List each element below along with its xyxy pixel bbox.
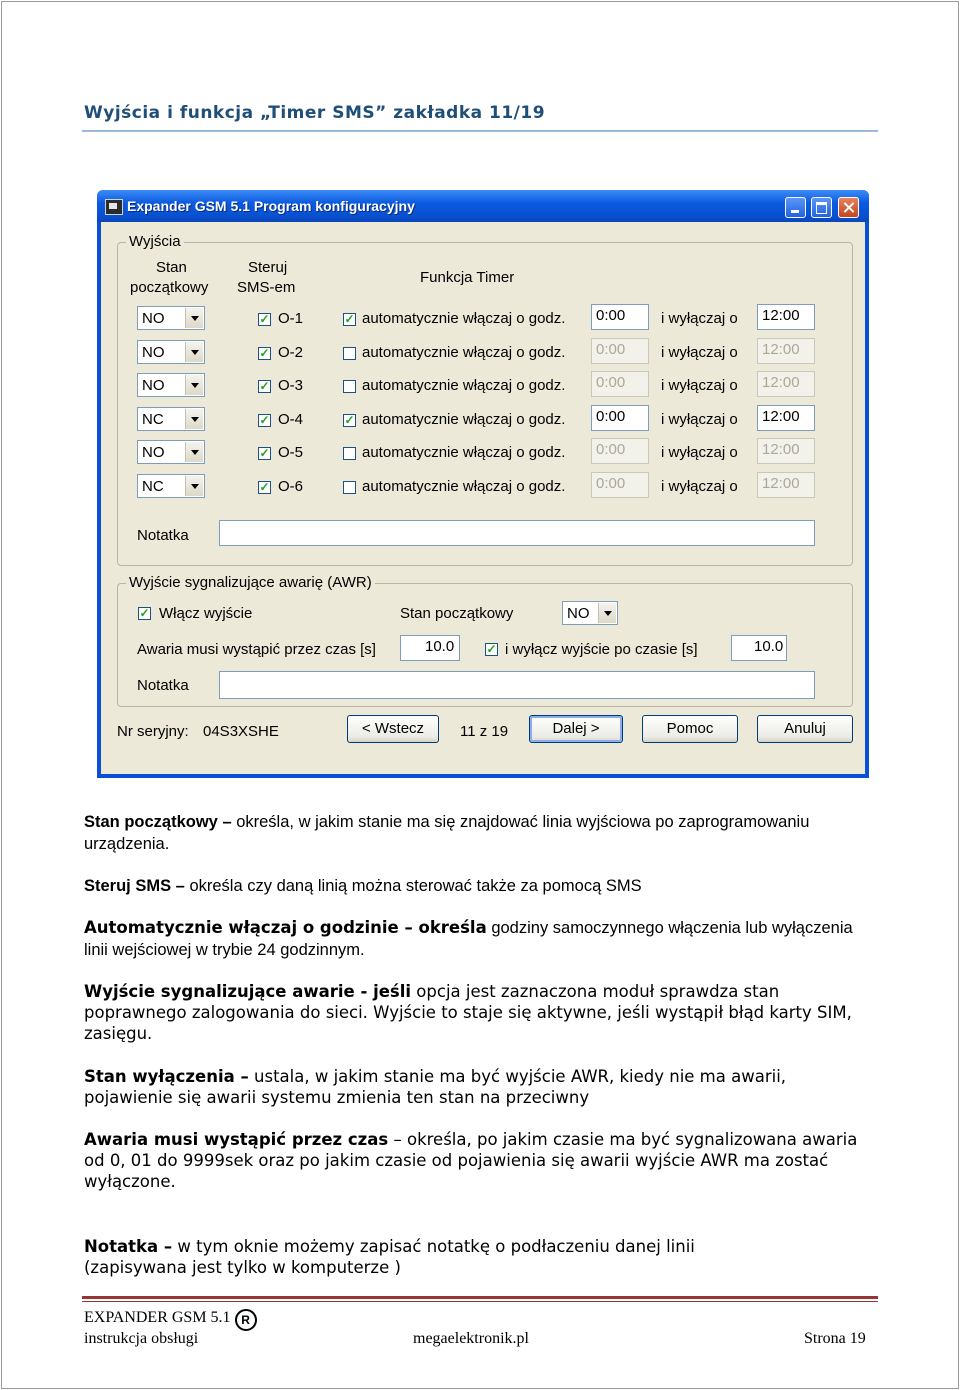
on-time-input[interactable]: 0:00 [591,304,649,330]
p3-text: godziny samoczynnego włączenia lub wyłączenia linii wejściowej w trybie 24 godzinnym. [84,919,853,959]
output-state-value: NO [142,343,165,361]
col-state-line2: początkowy [130,279,209,296]
output-state-dropdown[interactable] [137,407,205,431]
output-state-dropdown[interactable] [137,373,205,397]
p2-term: Steruj SMS – [84,877,185,895]
auto-on-label: automatycznie włączaj o godz. [362,343,566,361]
title-bar[interactable] [97,190,869,222]
off-time-input[interactable]: 12:00 [757,304,815,330]
awr-auto-off-label: i wyłącz wyjście po czasie [s] [505,641,698,658]
auto-on-label: automatycznie włączaj o godz. [362,377,566,394]
config-window [97,190,869,778]
paragraph-initial-state [84,811,874,855]
awr-group-label: Wyjście sygnalizujące awarię (AWR) [126,574,375,591]
col-timer: Funkcja Timer [420,269,515,286]
paragraph-auto-on [84,917,874,961]
registered-mark-icon: R [235,1309,257,1331]
awr-fault-time-input[interactable]: 10.0 [400,635,460,661]
paragraph-fault-time [84,1129,874,1192]
on-time-input[interactable]: 0:00 [591,405,649,431]
off-time-input[interactable]: 12:00 [757,438,815,464]
off-label: i wyłączaj o [661,410,738,428]
off-time-input[interactable]: 12:00 [757,405,815,431]
p3-term: Automatycznie włączaj o godzinie – określa [84,918,487,937]
output-name: O-4 [278,410,304,428]
output-name: O-6 [278,477,304,495]
maximize-button[interactable] [811,197,832,218]
auto-on-checkbox[interactable]: ✓ [344,312,355,326]
page-heading: Wyjścia i funkcja „Timer SMS” zakładka 11/19 [84,103,546,123]
sms-control-checkbox[interactable]: ✓ [259,312,270,326]
chevron-down-icon [185,409,203,429]
footer-rule [82,1296,878,1299]
sms-control-checkbox[interactable]: ✓ [259,412,270,427]
output-name: O-5 [278,444,304,461]
col-sms-line2: SMS-em [237,279,296,296]
close-button[interactable] [838,197,859,218]
auto-on-label: automatycznie włączaj o godz. [362,310,566,327]
paragraph-note [84,1236,874,1278]
p6-term: Awaria musi wystąpić przez czas [84,1130,389,1149]
chevron-down-icon [185,375,203,395]
outputs-note-input[interactable] [219,520,815,546]
next-button[interactable]: Dalej > [529,715,623,743]
p7-text: w tym oknie możemy zapisać notatkę o podłaczeniu danej linii [172,1237,695,1256]
p2-text: określa czy daną linią można sterować także za pomocą SMS [184,877,642,895]
serial-value: 04S3XSHE [203,723,279,740]
output-state-dropdown[interactable] [137,474,205,498]
awr-initial-state-dropdown[interactable] [562,601,618,625]
help-button[interactable]: Pomoc [642,715,738,743]
on-time-input[interactable]: 0:00 [591,472,649,498]
minimize-button[interactable] [785,197,806,218]
chevron-down-icon [185,308,203,328]
sms-control-checkbox[interactable]: ✓ [259,479,270,494]
on-time-input[interactable]: 0:00 [591,371,649,397]
chevron-down-icon [598,603,616,623]
off-time-input[interactable]: 12:00 [757,472,815,498]
footer-page-number: Strona 19 [804,1330,866,1347]
auto-on-label: automatycznie włączaj o godz. [362,410,566,428]
off-label: i wyłączaj o [661,444,738,461]
dialog-client [101,222,865,774]
footer-left: instrukcja obsługi [84,1330,199,1347]
auto-on-checkbox[interactable] [343,481,356,494]
auto-on-checkbox[interactable]: ✓ [344,412,355,427]
serial-label: Nr seryjny: [117,723,189,740]
auto-on-label: automatycznie włączaj o godz. [362,444,566,461]
off-time-input[interactable]: 12:00 [757,371,815,397]
awr-enable-label: Włącz wyjście [159,605,253,622]
p1-text: określa, w jakim stanie ma się znajdować linia wyjściowa po zaprogramowaniu urządzenia. [84,813,810,853]
p7-term: Notatka – [84,1237,173,1256]
output-state-value: NC [142,477,164,495]
output-state-value: NC [142,410,164,428]
footer-product [84,1309,257,1331]
awr-fault-time-label: Awaria musi wystąpić przez czas [s] [137,641,376,658]
auto-on-checkbox[interactable] [343,347,356,360]
sms-control-checkbox[interactable]: ✓ [259,345,270,360]
window-title: Expander GSM 5.1 Program konfiguracyjny [127,198,415,214]
off-label: i wyłączaj o [661,477,738,495]
p6-text: – określa, po jakim czasie ma być sygnalizowana awaria od 0, 01 do 9999sek oraz po jakim czasie od pojawienia się awarii wyjście AWR ma zostać wyłączone. [84,1130,858,1191]
heading-rule [82,130,878,132]
output-name: O-2 [278,343,304,361]
page-counter: 11 z 19 [460,723,509,740]
sms-control-checkbox[interactable]: ✓ [259,379,270,393]
p4-term: Wyjście sygnalizujące awarie - jeśli [84,982,412,1001]
awr-initial-state-label: Stan początkowy [400,605,514,622]
output-state-dropdown[interactable] [137,440,205,464]
app-icon [105,199,123,215]
p5-term: Stan wyłączenia – [84,1067,249,1086]
footer-rule-thin [82,1301,878,1302]
awr-note-input[interactable] [219,671,815,699]
off-label: i wyłączaj o [661,377,738,394]
paragraph-off-state [84,1066,874,1108]
off-label: i wyłączaj o [661,343,738,361]
chevron-down-icon [185,342,203,362]
p4-text: opcja jest zaznaczona moduł sprawdza stan poprawnego zalogowania do sieci. Wyjście to staje się aktywne, jeśli wystąpił błąd karty SIM, zasięgu. [84,982,852,1043]
on-time-input[interactable]: 0:00 [591,438,649,464]
chevron-down-icon [185,442,203,462]
awr-auto-off-checkbox[interactable]: ✓ [486,642,497,656]
output-state-value: NO [142,310,165,327]
awr-auto-off-input[interactable]: 10.0 [731,635,787,661]
auto-on-checkbox[interactable] [343,447,356,460]
outputs-group [117,233,853,566]
sms-control-checkbox[interactable]: ✓ [259,446,270,460]
output-name: O-3 [278,377,304,394]
p1-term: Stan początkowy – [84,813,232,831]
output-state-value: NO [142,377,165,394]
output-state-dropdown[interactable] [137,340,205,364]
col-sms-line1: Steruj [248,259,288,276]
paragraph-failure-output [84,981,874,1044]
auto-on-checkbox[interactable] [343,380,356,393]
off-label: i wyłączaj o [661,310,738,327]
paragraph-sms-control [84,875,874,897]
output-name: O-1 [278,310,304,327]
col-state-line1: Stan [156,259,187,276]
outputs-note-label: Notatka [137,527,189,544]
output-state-value: NO [142,444,165,461]
auto-on-label: automatycznie włączaj o godz. [362,477,566,495]
awr-note-label: Notatka [137,677,189,694]
awr-initial-state-value: NO [567,605,590,622]
on-time-input[interactable]: 0:00 [591,338,649,364]
outputs-group-label: Wyjścia [126,233,184,250]
awr-enable-checkbox[interactable]: ✓ [139,606,150,620]
output-state-dropdown[interactable] [137,306,205,330]
cancel-button[interactable]: Anuluj [757,715,853,743]
off-time-input[interactable]: 12:00 [757,338,815,364]
footer-center: megaelektronik.pl [413,1330,529,1347]
back-button[interactable]: < Wstecz [347,715,439,743]
footer-product-name: EXPANDER GSM 5.1 [84,1309,231,1326]
p5-text: ustala, w jakim stanie ma być wyjście AWR, kiedy nie ma awarii, pojawienie się awarii systemu zmienia ten stan na przeciwny [84,1067,787,1107]
p7-text2: (zapisywana jest tylko w komputerze ) [84,1258,401,1277]
chevron-down-icon [185,476,203,496]
